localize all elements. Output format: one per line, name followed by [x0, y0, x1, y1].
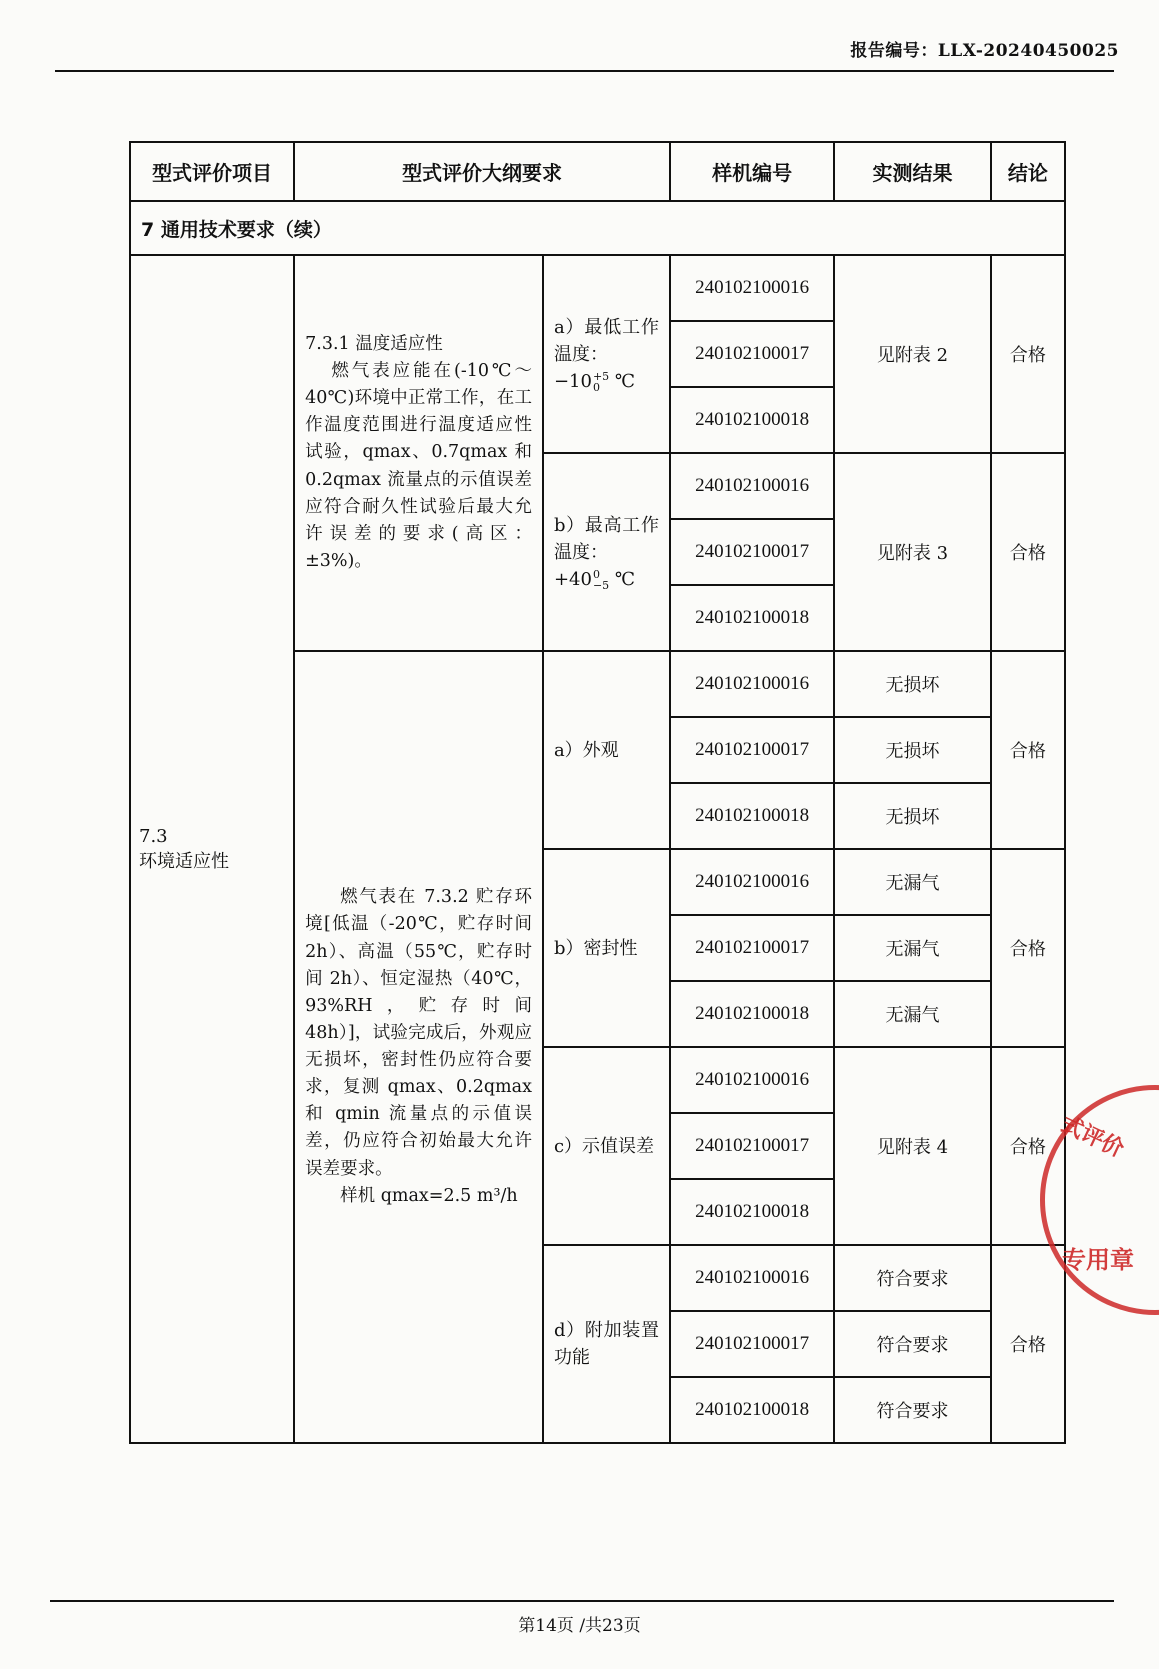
conclusion-cell: 合格	[991, 651, 1065, 849]
sub-item-max-temp	[543, 453, 670, 651]
conclusion-cell: 合格	[991, 453, 1065, 651]
sample-number: 240102100016	[670, 453, 834, 519]
sample-number: 240102100018	[670, 387, 834, 453]
result-cell: 符合要求	[834, 1245, 991, 1311]
sub-item-value: +40 0 −5 ℃	[553, 567, 636, 592]
sub-item-label: a）最低工作温度：	[553, 316, 660, 365]
sub-item-min-temp	[543, 255, 670, 453]
result-cell: 见附表 4	[834, 1047, 991, 1245]
col-header-sample-no: 样机编号	[670, 142, 834, 201]
sample-number: 240102100016	[670, 1047, 834, 1113]
sample-number: 240102100016	[670, 255, 834, 321]
result-cell: 无漏气	[834, 981, 991, 1047]
conclusion-cell: 合格	[991, 849, 1065, 1047]
sample-number: 240102100017	[670, 519, 834, 585]
table-header-row	[130, 142, 1065, 201]
requirement-temperature	[294, 255, 543, 651]
item-name: 环境适应性	[139, 851, 229, 872]
requirement-body: 燃气表在 7.3.2 贮存环境[低温（-20℃，贮存时间 2h）、高温（55℃，贮存时间 2h）、恒定湿热（40℃，93%RH，贮存时间 48h）]，试验完成后，外观应无损坏，密封性仍应符合要求，复测 qmax、0.2qmax 和 qmin 流量点的示值误差，仍应符合初始最大允许误差要求。	[305, 887, 532, 1179]
result-cell: 无损坏	[834, 717, 991, 783]
evaluation-table	[129, 141, 1066, 1444]
result-cell: 符合要求	[834, 1377, 991, 1443]
header-rule	[55, 70, 1114, 72]
seal-text-top: 式评价	[1056, 1111, 1128, 1163]
result-cell: 无损坏	[834, 651, 991, 717]
conclusion-cell: 合格	[991, 1245, 1065, 1443]
sample-number: 240102100017	[670, 717, 834, 783]
result-cell: 无损坏	[834, 783, 991, 849]
sample-number: 240102100017	[670, 1311, 834, 1377]
col-header-result: 实测结果	[834, 142, 991, 201]
section-row	[130, 201, 1065, 255]
sample-number: 240102100018	[670, 585, 834, 651]
sample-number: 240102100016	[670, 849, 834, 915]
sample-number: 240102100018	[670, 1179, 834, 1245]
sample-number: 240102100016	[670, 651, 834, 717]
sample-number: 240102100018	[670, 783, 834, 849]
sub-item-value: −10 +5 0 ℃	[553, 369, 636, 394]
sample-number: 240102100017	[670, 915, 834, 981]
seal-text-bottom: 专用章	[1062, 1245, 1134, 1274]
footer-rule	[50, 1600, 1114, 1602]
result-cell: 见附表 2	[834, 255, 991, 453]
requirement-title: 7.3.1 温度适应性	[305, 333, 443, 354]
page-number: 第14页 /共23页	[518, 1616, 641, 1636]
item-cell	[130, 255, 294, 1443]
col-header-conclusion: 结论	[991, 142, 1065, 201]
sample-number: 240102100017	[670, 1113, 834, 1179]
conclusion-cell: 合格	[991, 255, 1065, 453]
sub-item-appearance: a）外观	[543, 651, 670, 849]
table-row	[130, 255, 1065, 321]
item-number: 7.3	[139, 825, 168, 847]
result-cell: 见附表 3	[834, 453, 991, 651]
requirement-body: 燃气表应能在(-10℃～40℃)环境中正常工作，在工作温度范围进行温度适应性试验，qmax、0.7qmax 和 0.2qmax 流量点的示值误差应符合耐久性试验后最大允许误差的要求(高区：±3%)。	[305, 361, 532, 571]
sample-number: 240102100018	[670, 981, 834, 1047]
sample-note: 样机 qmax=2.5 m³/h	[340, 1185, 518, 1206]
sample-number: 240102100016	[670, 1245, 834, 1311]
section-title: 7 通用技术要求（续）	[130, 201, 1065, 255]
sub-item-label: b）最高工作温度：	[553, 514, 660, 563]
sub-item-additional-device: d）附加装置功能	[543, 1245, 670, 1443]
sample-number: 240102100018	[670, 1377, 834, 1443]
result-cell: 符合要求	[834, 1311, 991, 1377]
col-header-requirement: 型式评价大纲要求	[294, 142, 670, 201]
sample-number: 240102100017	[670, 321, 834, 387]
col-header-item: 型式评价项目	[130, 142, 294, 201]
report-number: 报告编号：LLX-20240450025	[850, 41, 1119, 61]
result-cell: 无漏气	[834, 915, 991, 981]
requirement-storage	[294, 651, 543, 1443]
conclusion-cell: 合格	[991, 1047, 1065, 1245]
result-cell: 无漏气	[834, 849, 991, 915]
sub-item-sealing: b）密封性	[543, 849, 670, 1047]
sub-item-indication-error: c）示值误差	[543, 1047, 670, 1245]
